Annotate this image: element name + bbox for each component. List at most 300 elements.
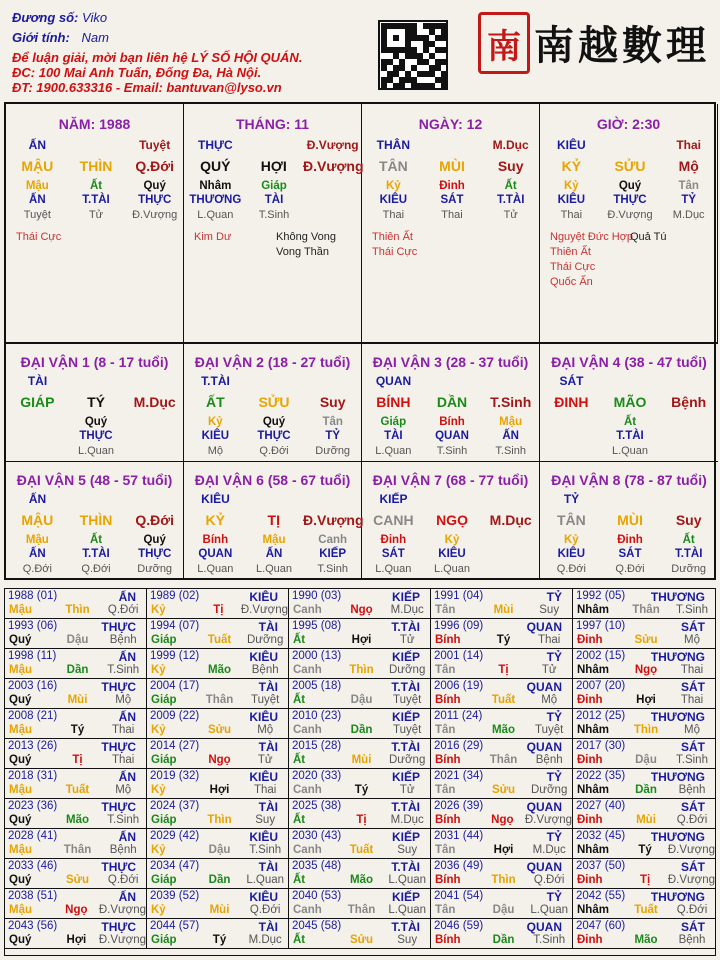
year-phase: Đ.Vượng xyxy=(667,873,716,886)
year-label: 2036 (49) xyxy=(434,859,484,872)
dai-van-main-row-cell: Suy xyxy=(319,394,346,410)
year-stem: Quý xyxy=(9,693,32,706)
year-cell[interactable] xyxy=(289,679,431,709)
year-phase: Tử xyxy=(257,753,273,766)
year-cell[interactable] xyxy=(147,709,289,739)
dai-van-hidden-stems-cell: Quý xyxy=(143,534,166,546)
year-god: KIÊU xyxy=(249,709,278,724)
year-phase: Thai xyxy=(680,663,704,676)
year-cell[interactable] xyxy=(5,709,147,739)
pillar-title: THÁNG: 11 xyxy=(235,116,310,132)
year-pillar xyxy=(147,604,288,616)
dai-van-hidden-stems-cell: Ất xyxy=(682,534,695,546)
year-cell[interactable] xyxy=(5,589,147,619)
dai-van-hidden-phases-cell: Q.Đới xyxy=(81,563,111,575)
dai-van-hidden-gods xyxy=(362,548,540,560)
year-label: 2007 (20) xyxy=(576,679,626,692)
pillar-top-row-cell: THÂN xyxy=(376,138,410,152)
year-cell[interactable] xyxy=(289,739,431,769)
year-cell[interactable] xyxy=(573,919,715,949)
year-label: 2029 (42) xyxy=(150,829,200,842)
year-pillar xyxy=(147,904,288,916)
year-pillar xyxy=(147,754,288,766)
year-pillar xyxy=(573,694,715,706)
year-label: 2046 (59) xyxy=(434,919,484,932)
year-stem: Giáp xyxy=(151,933,177,946)
year-label: 2030 (43) xyxy=(292,829,342,842)
year-cell[interactable] xyxy=(431,829,573,859)
year-pillar xyxy=(289,724,430,736)
year-stem: Giáp xyxy=(151,873,177,886)
pillar-main-row-cell: SỬU xyxy=(614,158,646,174)
phone-email-line[interactable]: ĐT: 1900.633316 - Email: bantuvan@lyso.vn xyxy=(12,80,282,95)
year-pillar xyxy=(289,904,430,916)
year-pillar xyxy=(573,754,715,766)
year-cell[interactable] xyxy=(573,619,715,649)
year-branch: Dậu xyxy=(66,633,89,646)
year-pillar xyxy=(5,754,146,766)
year-god: KIẾP xyxy=(391,649,420,664)
dai-van-hidden-gods-cell xyxy=(542,430,601,442)
year-label: 2033 (46) xyxy=(8,859,58,872)
year-cell[interactable] xyxy=(289,589,431,619)
year-branch: Tý xyxy=(70,723,85,736)
dai-van-hidden-phases xyxy=(362,445,540,457)
year-phase: Tử xyxy=(399,633,415,646)
year-branch: Thân xyxy=(205,693,234,706)
dai-van-7[interactable] xyxy=(362,462,540,580)
year-god: SÁT xyxy=(681,619,705,634)
year-cell[interactable] xyxy=(147,739,289,769)
year-cell[interactable] xyxy=(289,799,431,829)
year-label: 1999 (12) xyxy=(150,649,200,662)
pillar-hidden-stems-cell: Mậu xyxy=(25,180,49,192)
pillar-title: NGÀY: 12 xyxy=(418,116,483,132)
dai-van-main-row-cell: TỊ xyxy=(267,512,280,528)
pillar-top-row xyxy=(540,138,718,152)
year-stem: Tân xyxy=(435,843,456,856)
dai-van-4[interactable] xyxy=(540,344,718,462)
note-item: Thái Cực xyxy=(550,261,596,273)
pillar-hidden-phases-cell: Thai xyxy=(441,209,463,221)
year-cell[interactable] xyxy=(431,889,573,919)
dai-van-hidden-phases xyxy=(184,563,362,575)
qr-module xyxy=(441,59,447,65)
year-branch: Tuất xyxy=(634,903,658,916)
dai-van-hidden-gods-cell: KIÊU xyxy=(557,548,586,560)
year-pillar xyxy=(289,784,430,796)
dai-van-hidden-gods-cell: THỰC xyxy=(138,548,172,560)
pillar-hidden-stems-cell: Kỷ xyxy=(563,180,579,192)
year-cell[interactable] xyxy=(5,799,147,829)
pillar-main-row-cell: Suy xyxy=(497,158,524,174)
year-cell[interactable] xyxy=(5,679,147,709)
year-cell[interactable] xyxy=(147,859,289,889)
year-stem: Kỷ xyxy=(151,723,166,736)
year-stem: Mậu xyxy=(9,663,32,676)
year-cell[interactable] xyxy=(289,919,431,949)
year-cell[interactable] xyxy=(573,709,715,739)
pillar-hidden-gods-cell: T.TÀI xyxy=(496,194,525,206)
dai-van-5[interactable] xyxy=(6,462,184,580)
pillar-main-row-cell: Mộ xyxy=(678,158,699,174)
year-label: 2031 (44) xyxy=(434,829,484,842)
year-cell[interactable] xyxy=(5,649,147,679)
dai-van-hidden-phases xyxy=(540,445,718,457)
year-stem: Quý xyxy=(9,933,32,946)
year-cell[interactable] xyxy=(147,619,289,649)
year-cell[interactable] xyxy=(573,739,715,769)
pillar-top-row-cell: Đ.Vượng xyxy=(306,138,359,152)
year-phase: Tuyệt xyxy=(251,693,280,706)
year-pillar xyxy=(5,604,146,616)
year-stem: Bính xyxy=(435,753,461,766)
year-god: THƯƠNG xyxy=(650,709,705,724)
year-cell[interactable] xyxy=(5,889,147,919)
year-cell[interactable] xyxy=(573,649,715,679)
year-label: 2011 (24) xyxy=(434,709,483,722)
year-cell[interactable] xyxy=(147,649,289,679)
year-cell[interactable] xyxy=(147,589,289,619)
dai-van-title: ĐẠI VẬN 3 (28 - 37 tuổi) xyxy=(372,354,529,370)
year-cell[interactable] xyxy=(431,709,573,739)
year-branch: Thìn xyxy=(65,603,90,616)
year-branch: Dần xyxy=(635,783,657,796)
dai-van-hidden-stems-cell: Kỷ xyxy=(207,416,223,428)
dai-van-hidden-stems-cell: Quý xyxy=(262,416,286,428)
year-cell[interactable] xyxy=(431,769,573,799)
year-phase: T.Sinh xyxy=(533,933,566,946)
dai-van-title: ĐẠI VẬN 8 (78 - 87 tuổi) xyxy=(551,472,707,488)
dai-van-top-god: TÀI xyxy=(27,374,48,388)
year-cell[interactable] xyxy=(573,799,715,829)
year-label: 2003 (16) xyxy=(8,679,58,692)
qr-code-icon[interactable] xyxy=(378,20,448,90)
year-phase: Dưỡng xyxy=(247,633,284,646)
year-cell[interactable] xyxy=(5,919,147,949)
dai-van-title: ĐẠI VẬN 1 (8 - 17 tuổi) xyxy=(20,354,169,370)
year-label: 2035 (48) xyxy=(292,859,342,872)
year-god: TÀI xyxy=(258,679,278,694)
year-stem: Quý xyxy=(9,873,32,886)
dai-van-hidden-gods-cell xyxy=(481,548,540,560)
year-pillar xyxy=(431,784,572,796)
dai-van-top-god: QUAN xyxy=(375,374,412,388)
year-phase: Thai xyxy=(537,633,561,646)
year-cell[interactable] xyxy=(431,799,573,829)
year-phase: Mộ xyxy=(115,693,132,706)
year-cell[interactable] xyxy=(431,919,573,949)
pillar-main-row-cell: Đ.Vượng xyxy=(303,158,364,174)
pillar-hidden-stems-cell: Kỷ xyxy=(385,180,401,192)
year-pillar xyxy=(5,904,146,916)
dai-van-top-god: SÁT xyxy=(559,374,584,388)
dai-van-hidden-gods-cell: ẤN xyxy=(29,548,46,560)
year-god: KIẾP xyxy=(391,829,420,844)
dai-van-hidden-stems-cell xyxy=(481,534,540,546)
year-phase: L.Quan xyxy=(388,873,427,886)
pillar-hidden-gods-cell: TỶ xyxy=(681,194,697,206)
pillar-hidden-stems-cell: Quý xyxy=(618,180,642,192)
pillar-hidden-stems-cell: Ất xyxy=(504,180,517,192)
year-branch: Mão xyxy=(66,813,89,826)
year-pillar xyxy=(289,694,430,706)
dai-van-hidden-stems-cell: Mậu xyxy=(262,534,286,546)
year-cell[interactable] xyxy=(431,679,573,709)
year-phase: M.Dục xyxy=(390,603,424,616)
year-stem: Đinh xyxy=(577,873,603,886)
year-cell[interactable] xyxy=(5,739,147,769)
year-cell[interactable] xyxy=(5,769,147,799)
year-cell[interactable] xyxy=(573,679,715,709)
dai-van-title: ĐẠI VẬN 2 (18 - 27 tuổi) xyxy=(194,354,351,370)
year-cell[interactable] xyxy=(289,889,431,919)
year-label: 1995 (08) xyxy=(292,619,342,632)
year-stem: Kỷ xyxy=(151,603,166,616)
year-branch: Ngọ xyxy=(350,603,373,616)
year-stem: Quý xyxy=(9,753,32,766)
year-cell[interactable] xyxy=(431,859,573,889)
pillar-hidden-gods-cell: TÀI xyxy=(264,194,284,206)
name-value: Viko xyxy=(82,10,108,25)
note-item: Vong Thần xyxy=(276,246,330,258)
dai-van-3[interactable] xyxy=(362,344,540,462)
year-branch: Mùi xyxy=(67,693,88,706)
dai-van-title: ĐẠI VẬN 5 (48 - 57 tuổi) xyxy=(16,472,173,488)
year-god: KIẾP xyxy=(391,889,420,904)
year-stem: Nhâm xyxy=(577,903,609,916)
qr-module xyxy=(441,35,447,41)
year-cell[interactable] xyxy=(431,739,573,769)
dai-van-2[interactable] xyxy=(184,344,362,462)
year-cell[interactable] xyxy=(147,919,289,949)
dai-van-hidden-phases xyxy=(6,445,184,457)
year-label: 2042 (55) xyxy=(576,889,626,902)
dai-van-hidden-stems-cell: Mậu xyxy=(499,416,523,428)
dai-van-hidden-stems-cell xyxy=(125,416,184,428)
year-phase: Thai xyxy=(111,753,135,766)
year-phase: Tuyệt xyxy=(535,723,564,736)
year-stem: Nhâm xyxy=(577,843,609,856)
year-stem: Kỷ xyxy=(151,663,166,676)
dai-van-hidden-phases-cell: Dưỡng xyxy=(315,445,351,457)
year-phase: Suy xyxy=(255,813,276,826)
dai-van-hidden-gods-cell: THỰC xyxy=(79,430,113,442)
year-god: TỶ xyxy=(546,709,562,724)
pillar-hidden-gods xyxy=(6,194,184,206)
year-phase: Mộ xyxy=(684,723,700,736)
pillar-top-row-cell: M.Dục xyxy=(492,138,529,152)
year-label: 2017 (30) xyxy=(576,739,626,752)
dai-van-hidden-phases-cell: Q.Đới xyxy=(615,563,645,575)
dai-van-hidden-stems-cell: Giáp xyxy=(380,416,407,428)
year-cell[interactable] xyxy=(147,679,289,709)
year-phase: Bệnh xyxy=(678,933,706,946)
year-pillar xyxy=(431,754,572,766)
year-stem: Canh xyxy=(293,843,322,856)
pillar-hidden-gods-cell: THƯƠNG xyxy=(189,194,242,206)
year-cell[interactable] xyxy=(573,829,715,859)
year-cell[interactable] xyxy=(289,709,431,739)
year-pillar xyxy=(5,844,146,856)
dai-van-main-row-cell: ĐINH xyxy=(554,394,589,410)
year-branch: Dần xyxy=(66,663,89,676)
dai-van-hidden-gods xyxy=(184,548,362,560)
year-pillar xyxy=(5,724,146,736)
qr-module xyxy=(429,83,435,89)
dai-van-1[interactable] xyxy=(6,344,184,462)
year-god: SÁT xyxy=(681,799,705,814)
year-pillar xyxy=(573,904,715,916)
year-pillar xyxy=(289,664,430,676)
dai-van-main-row-cell: BÍNH xyxy=(376,394,411,410)
year-god: TỶ xyxy=(546,829,562,844)
year-label: 2025 (38) xyxy=(292,799,342,812)
year-cell[interactable] xyxy=(431,589,573,619)
year-god: THƯƠNG xyxy=(650,589,705,604)
year-cell[interactable] xyxy=(289,829,431,859)
year-label: 2012 (25) xyxy=(576,709,626,722)
year-god: KIÊU xyxy=(249,649,278,664)
year-branch: Sửu xyxy=(207,723,232,736)
pillar-main-row xyxy=(362,158,540,174)
pillar-hidden-stems-cell: Giáp xyxy=(261,180,287,192)
dai-van-hidden-phases-cell: L.Quan xyxy=(197,563,234,575)
year-cell[interactable] xyxy=(5,619,147,649)
year-god: THƯƠNG xyxy=(650,769,705,784)
year-pillar xyxy=(573,874,715,886)
year-cell[interactable] xyxy=(431,619,573,649)
pillar-top-row xyxy=(6,138,184,152)
dai-van-hidden-gods-cell: T.TÀI xyxy=(674,548,703,560)
year-stem: Tân xyxy=(435,663,456,676)
year-stem: Tân xyxy=(435,783,456,796)
year-stem: Canh xyxy=(293,903,322,916)
year-pillar xyxy=(147,664,288,676)
dai-van-hidden-phases-cell: L.Quan xyxy=(255,563,293,575)
year-cell[interactable] xyxy=(5,829,147,859)
year-god: ẤN xyxy=(118,589,136,604)
year-pillar xyxy=(5,694,146,706)
year-god: KIÊU xyxy=(249,589,278,604)
pillar-notes xyxy=(372,230,417,260)
year-god: ẤN xyxy=(118,649,136,664)
qr-module xyxy=(441,83,447,89)
pillar-hidden-phases-cell: Thai xyxy=(560,209,583,221)
year-cell[interactable] xyxy=(573,769,715,799)
year-god: THƯƠNG xyxy=(650,829,705,844)
year-branch: Tý xyxy=(638,843,652,856)
dai-van-main-row-cell: M.Dục xyxy=(489,512,532,528)
year-god: SÁT xyxy=(681,919,705,934)
year-label: 2024 (37) xyxy=(150,799,200,812)
note-item: Thiên Ất xyxy=(372,231,413,243)
year-stem: Nhâm xyxy=(577,723,609,736)
pillar-hidden-phases-cell: Đ.Vượng xyxy=(132,209,178,221)
year-cell[interactable] xyxy=(289,769,431,799)
year-cell[interactable] xyxy=(573,589,715,619)
year-phase: Đ.Vượng xyxy=(98,903,147,916)
pillar-top-row-cell: Thai xyxy=(676,138,702,152)
pillar-top-row-cell: Tuyệt xyxy=(139,138,171,152)
year-label: 2010 (23) xyxy=(292,709,342,722)
year-cell[interactable] xyxy=(289,619,431,649)
year-phase: Thai xyxy=(111,723,135,736)
year-stem: Đinh xyxy=(577,693,603,706)
year-stem: Tân xyxy=(435,723,456,736)
pillar-main-row xyxy=(184,158,362,174)
year-label: 2005 (18) xyxy=(292,679,342,692)
year-stem: Giáp xyxy=(151,813,177,826)
year-god: ẤN xyxy=(118,709,136,724)
year-label: 2001 (14) xyxy=(434,649,484,662)
year-label: 1988 (01) xyxy=(8,589,58,602)
dai-van-main-row xyxy=(540,394,718,410)
year-branch: Hợi xyxy=(351,633,372,646)
year-label: 2040 (53) xyxy=(292,889,342,902)
year-cell[interactable] xyxy=(573,889,715,919)
year-cell[interactable] xyxy=(147,889,289,919)
year-cell[interactable] xyxy=(5,859,147,889)
year-branch: Dậu xyxy=(492,903,515,916)
year-stem: Bính xyxy=(435,633,461,646)
dai-van-hidden-stems-cell xyxy=(542,416,601,428)
year-stem: Bính xyxy=(435,873,461,886)
pillar-hidden-phases xyxy=(540,209,718,221)
dai-van-8[interactable] xyxy=(540,462,718,580)
year-cell[interactable] xyxy=(147,769,289,799)
year-label: 2015 (28) xyxy=(292,739,342,752)
year-cell[interactable] xyxy=(289,859,431,889)
year-branch: Dậu xyxy=(208,843,231,856)
dai-van-hidden-gods-cell: T.TÀI xyxy=(616,430,644,442)
year-label: 2016 (29) xyxy=(434,739,484,752)
pillar-hidden-stems xyxy=(540,180,718,192)
dai-van-6[interactable] xyxy=(184,462,362,580)
year-label: 1989 (02) xyxy=(150,589,200,602)
year-phase: Tuyệt xyxy=(393,693,422,706)
dai-van-main-row-cell: TÝ xyxy=(87,394,105,410)
dai-van-hidden-stems-cell xyxy=(659,416,718,428)
year-stem: Ất xyxy=(293,933,306,946)
pillar-main-row-cell: KỶ xyxy=(561,158,582,174)
year-cell[interactable] xyxy=(147,829,289,859)
year-pillar xyxy=(431,604,572,616)
year-phase: M.Dục xyxy=(532,843,566,856)
name-line xyxy=(12,10,107,25)
pillar-title: GIỜ: 2:30 xyxy=(596,116,661,132)
year-cell[interactable] xyxy=(431,649,573,679)
dai-van-hidden-phases xyxy=(184,445,362,457)
year-label: 2026 (39) xyxy=(434,799,484,812)
pillar-main-row-cell: Q.Đới xyxy=(135,158,175,174)
year-pillar xyxy=(431,844,572,856)
dai-van-hidden-gods xyxy=(362,430,540,442)
dai-van-hidden-gods-cell: TỶ xyxy=(325,430,341,442)
pillar-4 xyxy=(540,104,718,344)
dai-van-hidden-gods-cell: KIÊU xyxy=(201,430,230,442)
year-cell[interactable] xyxy=(147,799,289,829)
dai-van-hidden-gods-cell: ẤN xyxy=(502,430,519,442)
dai-van-main-row-cell: M.Dục xyxy=(133,394,176,410)
pillar-hidden-gods-cell: ẤN xyxy=(29,194,46,206)
year-label: 2037 (50) xyxy=(576,859,626,872)
year-cell[interactable] xyxy=(573,859,715,889)
year-cell[interactable] xyxy=(289,649,431,679)
year-god: KIẾP xyxy=(391,709,420,724)
dai-van-main-row xyxy=(6,394,184,410)
year-branch: Ngọ xyxy=(208,753,231,766)
